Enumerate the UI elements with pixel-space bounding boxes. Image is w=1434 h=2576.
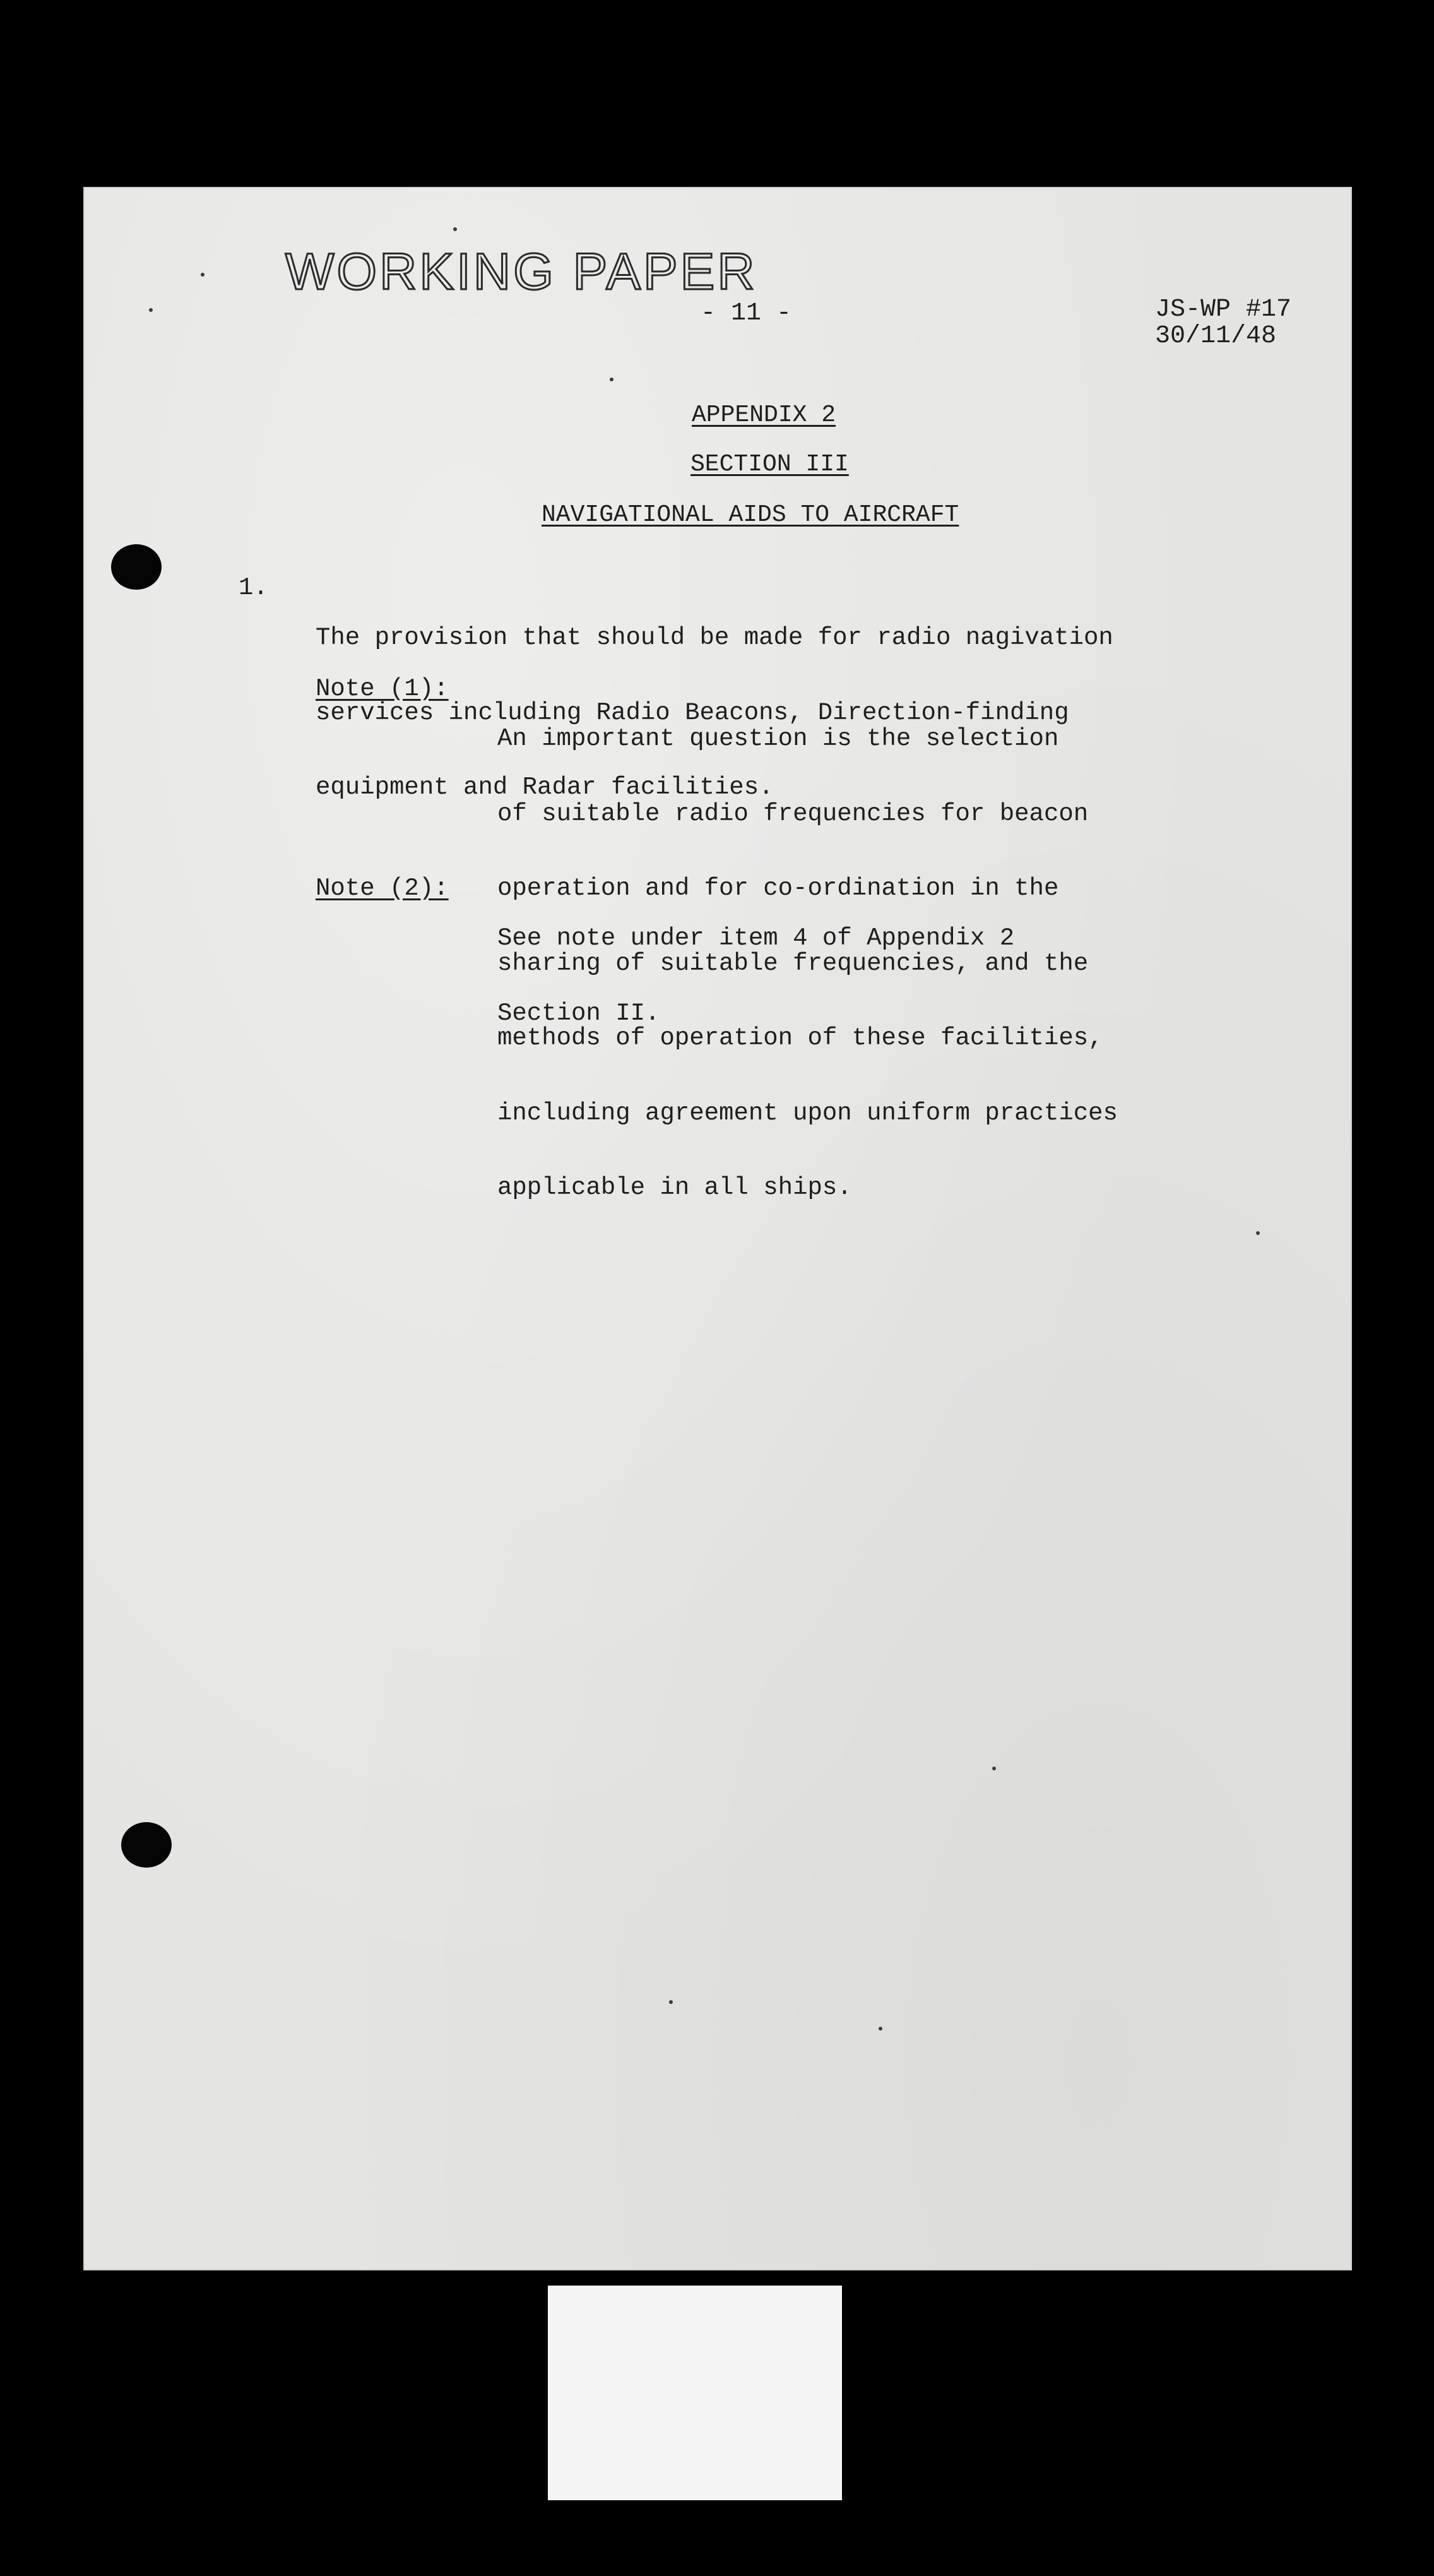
punch-hole (111, 544, 162, 590)
document-reference (1155, 297, 1291, 350)
reference-code: JS-WP #17 (1155, 295, 1292, 324)
item-1-line: equipment and Radar facilities. (316, 773, 774, 801)
note-1-line: including agreement upon uniform practices (497, 1099, 1118, 1127)
note-1-label: Note (1): (316, 675, 449, 703)
note-1-line: methods of operation of these facilities, (497, 1024, 1103, 1052)
appendix-heading: APPENDIX 2 (692, 402, 836, 429)
note-2-line: See note under item 4 of Appendix 2 (497, 924, 1015, 952)
paper-speck (610, 378, 613, 381)
paper-speck (879, 2027, 882, 2030)
paper-speck (201, 273, 204, 277)
note-1-line: of suitable radio frequencies for beacon (497, 799, 1089, 828)
reference-date: 30/11/48 (1155, 322, 1277, 350)
page-number: - 11 - (701, 299, 792, 328)
punch-hole (121, 1822, 172, 1868)
note-2-text (497, 876, 1014, 1051)
working-paper-stamp: WORKING PAPER (285, 243, 757, 301)
note-2-line: Section II. (497, 999, 660, 1027)
note-1-line: applicable in all ships. (497, 1174, 852, 1202)
item-1-line: services including Radio Beacons, Direction-finding (316, 698, 1069, 727)
calibration-card (548, 2286, 842, 2500)
note-1-line: An important question is the selection (497, 725, 1059, 753)
paper-speck (149, 308, 153, 312)
document-sheet (83, 187, 1352, 2270)
paper-speck (453, 227, 457, 231)
note-1-line: sharing of suitable frequencies, and the (497, 949, 1089, 977)
section-heading: SECTION III (690, 451, 849, 478)
paper-speck (1256, 1231, 1260, 1235)
item-1-line: The provision that should be made for radio nagivation (316, 624, 1113, 652)
paper-speck (992, 1767, 996, 1770)
note-2-label: Note (2): (316, 874, 449, 902)
note-1-line: operation and for co-ordination in the (497, 874, 1059, 902)
item-number: 1. (239, 574, 268, 602)
paper-speck (669, 2000, 673, 2004)
section-title: NAVIGATIONAL AIDS TO AIRCRAFT (542, 501, 959, 528)
